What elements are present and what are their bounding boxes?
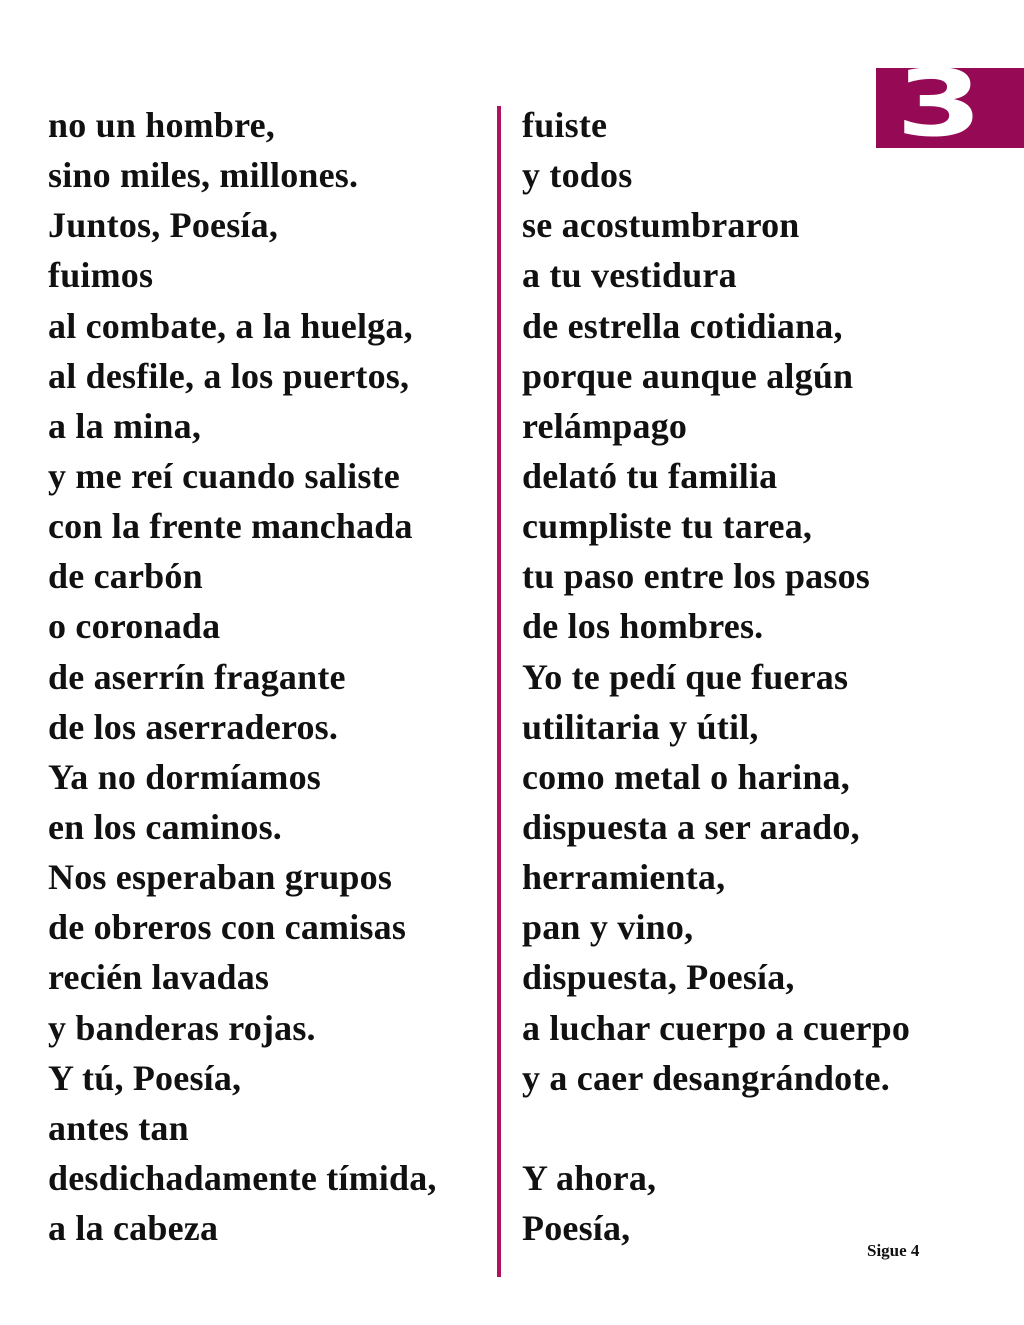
verse-line: herramienta, xyxy=(522,857,726,898)
verse-line: tu paso entre los pasos xyxy=(522,556,870,597)
verse-line: y todos xyxy=(522,155,633,196)
verse-line: Nos esperaban grupos xyxy=(48,857,393,898)
page-number: 3 xyxy=(896,50,983,157)
verse-line: delató tu familia xyxy=(522,455,778,496)
continuation-note: Sigue 4 xyxy=(867,1241,920,1260)
verse-line: de los aserraderos. xyxy=(48,706,339,747)
verse-line: al combate, a la huelga, xyxy=(48,305,413,346)
verse-line: utilitaria y útil, xyxy=(522,706,759,747)
verse-line: fuiste xyxy=(522,105,608,145)
verse-line: Yo te pedí que fueras xyxy=(522,656,849,697)
verse-line: a luchar cuerpo a cuerpo xyxy=(522,1007,911,1048)
verse-line: en los caminos. xyxy=(48,806,283,847)
verse-line: con la frente manchada xyxy=(48,506,413,547)
verse-line: desdichadamente tímida, xyxy=(48,1157,437,1198)
verse-line: y banderas rojas. xyxy=(48,1007,316,1048)
verse-line: Ya no dormíamos xyxy=(48,756,322,797)
verse-line: de estrella cotidiana, xyxy=(522,305,843,346)
verse-line: recién lavadas xyxy=(48,957,270,998)
verse-line: y me reí cuando saliste xyxy=(48,455,400,496)
verse-line: Y tú, Poesía, xyxy=(48,1057,242,1098)
verse-line: de aserrín fragante xyxy=(48,656,346,697)
verse-line: Juntos, Poesía, xyxy=(48,205,279,246)
verse-line: de los hombres. xyxy=(522,606,764,647)
verse-line: antes tan xyxy=(48,1107,189,1148)
verse-line: relámpago xyxy=(522,405,688,446)
verse-line: o coronada xyxy=(48,606,221,647)
stanza-break xyxy=(522,1103,910,1153)
verse-line: a la cabeza xyxy=(48,1208,219,1249)
verse-line: pan y vino, xyxy=(522,907,694,948)
verse-line: de obreros con camisas xyxy=(48,907,407,948)
verse-line: cumpliste tu tarea, xyxy=(522,506,813,547)
verse-line: se acostumbraron xyxy=(522,205,800,246)
verse-line: no un hombre, xyxy=(48,105,276,145)
column-divider xyxy=(497,106,501,1277)
verse-line: Y ahora, xyxy=(522,1157,657,1198)
verse-line: a la mina, xyxy=(48,405,202,446)
verse-line: dispuesta, Poesía, xyxy=(522,957,795,998)
verse-line: y a caer desangrándote. xyxy=(522,1057,890,1098)
verse-line: dispuesta a ser arado, xyxy=(522,806,860,847)
verse-line: sino miles, millones. xyxy=(48,155,359,196)
verse-line: como metal o harina, xyxy=(522,756,850,797)
poem-column-left xyxy=(48,100,437,1253)
verse-line: al desfile, a los puertos, xyxy=(48,355,410,396)
verse-line: Poesía, xyxy=(522,1208,631,1249)
verse-line: porque aunque algún xyxy=(522,355,854,396)
verse-line: a tu vestidura xyxy=(522,255,737,296)
poem-column-right xyxy=(522,100,910,1253)
verse-line: fuimos xyxy=(48,255,154,296)
verse-line: de carbón xyxy=(48,556,203,597)
